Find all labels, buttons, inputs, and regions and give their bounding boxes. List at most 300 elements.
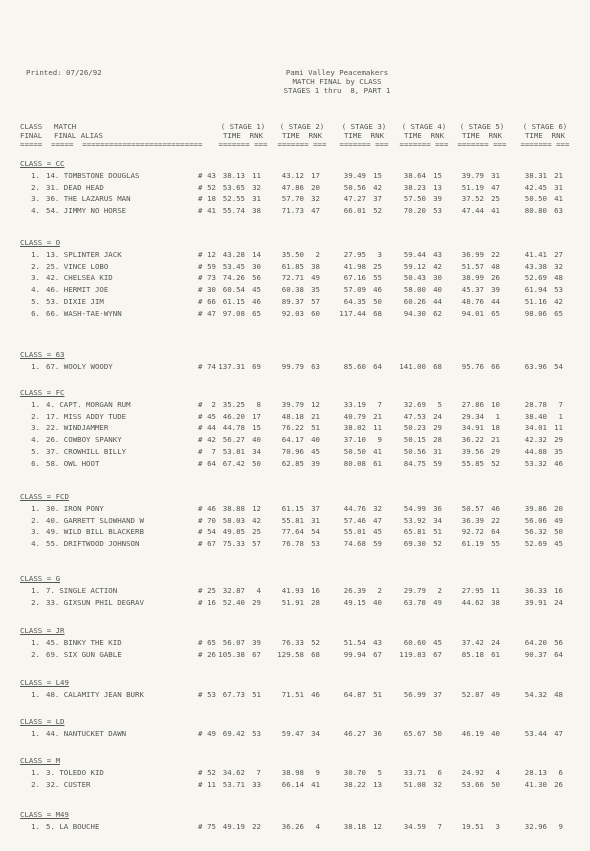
stage-6-time: 61.94: [524, 285, 547, 295]
stage-4-rank: 68: [433, 362, 442, 371]
stage-5-rank: 22: [491, 515, 500, 525]
stage-3-time: 57.09: [343, 285, 366, 295]
stage-6-rank: 16: [554, 586, 563, 595]
stage-5-time: 34.91: [461, 423, 484, 433]
stage-3-time: 51.54: [343, 638, 366, 647]
header-stage-4-cols: TIME RNK: [403, 131, 445, 140]
stage-1-rank: 65: [252, 308, 261, 318]
class-label: CLASS = LD: [20, 717, 65, 726]
stage-6-rank: 27: [554, 250, 563, 259]
final-place: 1.: [31, 250, 40, 259]
match-rank: 47: [207, 308, 216, 318]
match-rank: 41: [207, 206, 216, 216]
stage-3-rank: 68: [373, 308, 382, 318]
stage-6-time: 98.06: [524, 308, 547, 318]
stage-5-rank: 11: [491, 586, 500, 595]
entry-mark: #: [198, 250, 203, 259]
stage-1-rank: 32: [252, 182, 261, 192]
stage-5-time: 94.01: [461, 308, 484, 318]
stage-4-rank: 52: [433, 539, 442, 549]
stage-4-time: 38.23: [403, 182, 426, 192]
stage-2-rank: 16: [311, 586, 320, 595]
stage-3-rank: 32: [373, 504, 382, 513]
competitor-alias: 40. GARRETT SLOWHAND W: [46, 515, 144, 525]
header-stage-3-cols: TIME RNK: [343, 131, 385, 140]
header-stage-5: ( STAGE 5): [459, 122, 505, 131]
stage-3-rank: 41: [373, 446, 382, 456]
stage-2-rank: 51: [311, 423, 320, 433]
competitor-alias: 53. DIXIE JIM: [46, 296, 104, 306]
stage-2-time: 64.17: [281, 435, 304, 445]
stage-3-rank: 40: [373, 597, 382, 607]
stage-3-time: 99.94: [343, 649, 366, 659]
stage-1-rank: 17: [252, 411, 261, 421]
stage-2-rank: 39: [311, 458, 320, 468]
competitor-alias: 25. VINCE LOBO: [46, 261, 109, 271]
match-rank: 45: [207, 411, 216, 421]
final-place: 1.: [31, 504, 40, 513]
match-rank: 65: [207, 638, 216, 647]
stage-1-time: 56.07: [222, 638, 245, 647]
stage-1-time: 53.45: [222, 261, 245, 271]
stage-4-rank: 6: [437, 768, 442, 777]
stage-5-time: 37.52: [461, 194, 484, 204]
stage-2-rank: 45: [311, 446, 320, 456]
stage-3-time: 117.44: [339, 308, 366, 318]
stage-1-rank: 8: [256, 400, 261, 409]
stage-6-time: 44.88: [524, 446, 547, 456]
stage-1-rank: 12: [252, 504, 261, 513]
stage-3-time: 64.87: [343, 690, 366, 699]
match-rank: 67: [207, 539, 216, 549]
final-place: 1.: [31, 690, 40, 699]
stage-5-time: 47.44: [461, 206, 484, 216]
stage-5-rank: 38: [491, 597, 500, 607]
stage-1-rank: 46: [252, 296, 261, 306]
competitor-alias: 42. CHELSEA KID: [46, 273, 113, 283]
stage-6-time: 63.96: [524, 362, 547, 371]
stage-2-rank: 52: [311, 638, 320, 647]
stage-4-rank: 15: [433, 171, 442, 180]
stage-6-rank: 56: [554, 638, 563, 647]
stage-1-time: 58.03: [222, 515, 245, 525]
stage-6-rank: 29: [554, 435, 563, 445]
stage-4-time: 58.00: [403, 285, 426, 295]
stage-6-rank: 45: [554, 539, 563, 549]
stage-2-time: 57.70: [281, 194, 304, 204]
stage-6-time: 28.13: [524, 768, 547, 777]
stage-6-time: 51.16: [524, 296, 547, 306]
stage-1-rank: 29: [252, 597, 261, 607]
stage-2-rank: 28: [311, 597, 320, 607]
stage-4-rank: 31: [433, 446, 442, 456]
entry-mark: #: [198, 206, 203, 216]
stage-1-time: 52.40: [222, 597, 245, 607]
stage-5-rank: 18: [491, 423, 500, 433]
header-stage-5-sep: ======= ===: [457, 140, 507, 149]
competitor-alias: 31. DEAD HEAD: [46, 182, 104, 192]
stage-5-time: 51.57: [461, 261, 484, 271]
match-rank: 12: [207, 250, 216, 259]
final-place: 2.: [31, 261, 40, 271]
stage-1-rank: 33: [252, 779, 261, 789]
stage-2-time: 76.78: [281, 539, 304, 549]
competitor-alias: 33. GIXSUN PHIL DEGRAV: [46, 597, 144, 607]
stage-4-rank: 40: [433, 285, 442, 295]
stage-3-rank: 15: [373, 171, 382, 180]
stage-5-rank: 66: [491, 362, 500, 371]
stage-6-rank: 32: [554, 261, 563, 271]
stage-1-rank: 53: [252, 729, 261, 738]
stage-2-time: 92.03: [281, 308, 304, 318]
competitor-alias: 67. WOOLY WOODY: [46, 362, 113, 371]
stage-5-time: 36.39: [461, 515, 484, 525]
stage-3-time: 67.16: [343, 273, 366, 283]
stage-3-time: 26.39: [343, 586, 366, 595]
stage-4-rank: 50: [433, 729, 442, 738]
stage-4-rank: 29: [433, 423, 442, 433]
stage-1-rank: 57: [252, 539, 261, 549]
stage-5-time: 51.19: [461, 182, 484, 192]
match-rank: 70: [207, 515, 216, 525]
stage-4-rank: 5: [437, 400, 442, 409]
competitor-alias: 5. LA BOUCHE: [46, 822, 100, 831]
stage-5-rank: 29: [491, 446, 500, 456]
class-label: CLASS = 63: [20, 350, 65, 359]
stage-1-time: 53.65: [222, 182, 245, 192]
stage-4-time: 50.43: [403, 273, 426, 283]
entry-mark: #: [198, 822, 203, 831]
stage-3-time: 49.15: [343, 597, 366, 607]
stage-3-time: 64.35: [343, 296, 366, 306]
stage-3-rank: 45: [373, 527, 382, 537]
stage-2-time: 48.18: [281, 411, 304, 421]
stage-1-time: 34.62: [222, 768, 245, 777]
stage-4-rank: 2: [437, 586, 442, 595]
stage-4-rank: 43: [433, 250, 442, 259]
header-stage-5-cols: TIME RNK: [461, 131, 503, 140]
stage-2-time: 61.85: [281, 261, 304, 271]
stage-3-rank: 9: [377, 435, 382, 445]
stage-1-rank: 15: [252, 423, 261, 433]
final-place: 3.: [31, 273, 40, 283]
entry-mark: #: [198, 285, 203, 295]
entry-mark: #: [198, 638, 203, 647]
stage-2-time: 129.58: [277, 649, 304, 659]
stage-3-rank: 67: [373, 649, 382, 659]
stage-4-rank: 53: [433, 206, 442, 216]
match-rank: 75: [207, 822, 216, 831]
stage-6-time: 80.80: [524, 206, 547, 216]
stage-2-rank: 53: [311, 539, 320, 549]
match-rank: 7: [211, 446, 216, 456]
stage-6-rank: 63: [554, 206, 563, 216]
stage-2-rank: 38: [311, 261, 320, 271]
stage-6-rank: 20: [554, 504, 563, 513]
stage-2-rank: 46: [311, 690, 320, 699]
stage-6-time: 38.31: [524, 171, 547, 180]
competitor-alias: 3. TOLEDO KID: [46, 768, 104, 777]
stage-5-rank: 41: [491, 206, 500, 216]
stage-5-rank: 40: [491, 729, 500, 738]
header-stage-2-cols: TIME RNK: [281, 131, 323, 140]
stage-1-rank: 56: [252, 273, 261, 283]
stage-4-rank: 39: [433, 194, 442, 204]
stage-6-time: 50.50: [524, 194, 547, 204]
stage-6-time: 90.37: [524, 649, 547, 659]
stage-3-time: 50.56: [343, 182, 366, 192]
stage-2-rank: 49: [311, 273, 320, 283]
match-rank: 49: [207, 729, 216, 738]
stage-6-time: 36.33: [524, 586, 547, 595]
stage-5-rank: 44: [491, 296, 500, 306]
match-rank: 30: [207, 285, 216, 295]
stage-5-rank: 10: [491, 400, 500, 409]
stage-3-rank: 21: [373, 411, 382, 421]
stage-1-rank: 38: [252, 206, 261, 216]
entry-mark: #: [198, 586, 203, 595]
stage-6-time: 41.30: [524, 779, 547, 789]
stage-6-rank: 47: [554, 729, 563, 738]
competitor-alias: 58. OWL HOOT: [46, 458, 100, 468]
final-place: 5.: [31, 296, 40, 306]
stage-3-time: 30.70: [343, 768, 366, 777]
match-rank: 25: [207, 586, 216, 595]
competitor-alias: 69. SIX GUN GABLE: [46, 649, 122, 659]
stage-1-time: 32.87: [222, 586, 245, 595]
stage-6-rank: 65: [554, 308, 563, 318]
stage-1-time: 61.15: [222, 296, 245, 306]
stage-3-rank: 47: [373, 515, 382, 525]
stage-1-rank: 34: [252, 446, 261, 456]
competitor-alias: 26. COWBOY SPANKY: [46, 435, 122, 445]
stage-2-rank: 41: [311, 779, 320, 789]
header-stage-6-sep: ======= ===: [520, 140, 570, 149]
stage-3-time: 38.18: [343, 822, 366, 831]
stage-3-rank: 50: [373, 296, 382, 306]
stage-1-time: 74.26: [222, 273, 245, 283]
header-stage-6: ( STAGE 6): [522, 122, 568, 131]
stage-5-rank: 22: [491, 250, 500, 259]
stage-5-rank: 21: [491, 435, 500, 445]
stage-5-rank: 4: [495, 768, 500, 777]
stage-3-time: 85.60: [343, 362, 366, 371]
stage-1-time: 53.81: [222, 446, 245, 456]
stage-3-time: 74.68: [343, 539, 366, 549]
stage-2-rank: 34: [311, 729, 320, 738]
stage-2-rank: 47: [311, 206, 320, 216]
stage-6-rank: 24: [554, 597, 563, 607]
stage-5-rank: 65: [491, 308, 500, 318]
match-rank: 2: [211, 400, 216, 409]
entry-mark: #: [198, 446, 203, 456]
header-separator: ===== ===== ===========================: [20, 140, 203, 149]
stage-3-time: 33.19: [343, 400, 366, 409]
stage-5-time: 50.57: [461, 504, 484, 513]
stage-3-time: 40.79: [343, 411, 366, 421]
class-label: CLASS = M: [20, 756, 61, 765]
final-place: 4.: [31, 539, 40, 549]
printed-date: Printed: 07/26/92: [26, 68, 102, 77]
stage-2-rank: 17: [311, 171, 320, 180]
stage-4-rank: 7: [437, 822, 442, 831]
stage-3-time: 41.98: [343, 261, 366, 271]
competitor-alias: 48. CALAMITY JEAN BURK: [46, 690, 144, 699]
stage-6-rank: 46: [554, 458, 563, 468]
stage-6-rank: 1: [558, 411, 563, 421]
stage-6-rank: 49: [554, 515, 563, 525]
stage-5-rank: 25: [491, 194, 500, 204]
stage-1-time: 56.27: [222, 435, 245, 445]
entry-mark: #: [198, 504, 203, 513]
stage-4-time: 54.99: [403, 504, 426, 513]
final-place: 3.: [31, 527, 40, 537]
stage-2-rank: 20: [311, 182, 320, 192]
stage-5-rank: 47: [491, 182, 500, 192]
header-stage-1-sep: ======= ===: [218, 140, 268, 149]
competitor-alias: 14. TOMBSTONE DOUGLAS: [46, 171, 140, 180]
entry-mark: #: [198, 435, 203, 445]
stage-5-time: 85.18: [461, 649, 484, 659]
match-rank: 42: [207, 435, 216, 445]
stage-3-rank: 25: [373, 261, 382, 271]
stage-1-rank: 22: [252, 822, 261, 831]
final-place: 5.: [31, 446, 40, 456]
stage-2-rank: 35: [311, 285, 320, 295]
stage-5-rank: 39: [491, 285, 500, 295]
stage-6-time: 53.44: [524, 729, 547, 738]
stage-6-rank: 50: [554, 527, 563, 537]
stage-6-rank: 35: [554, 446, 563, 456]
stage-2-time: 70.96: [281, 446, 304, 456]
stage-5-rank: 52: [491, 458, 500, 468]
stage-6-rank: 48: [554, 690, 563, 699]
stage-1-rank: 42: [252, 515, 261, 525]
stage-5-time: 45.37: [461, 285, 484, 295]
stage-4-rank: 59: [433, 458, 442, 468]
stage-6-time: 54.32: [524, 690, 547, 699]
stage-2-time: 62.85: [281, 458, 304, 468]
stage-3-time: 55.01: [343, 527, 366, 537]
stage-4-rank: 51: [433, 527, 442, 537]
stage-1-rank: 51: [252, 690, 261, 699]
entry-mark: #: [198, 729, 203, 738]
competitor-alias: 37. CROWHILL BILLY: [46, 446, 127, 456]
competitor-alias: 4. CAPT. MORGAN RUM: [46, 400, 131, 409]
stage-5-time: 37.42: [461, 638, 484, 647]
stage-6-time: 39.86: [524, 504, 547, 513]
stage-5-rank: 24: [491, 638, 500, 647]
class-label: CLASS = O: [20, 238, 61, 247]
stage-2-time: 39.79: [281, 400, 304, 409]
stage-3-time: 38.22: [343, 779, 366, 789]
stage-5-time: 53.66: [461, 779, 484, 789]
competitor-alias: 45. BINKY THE KID: [46, 638, 122, 647]
stage-1-time: 69.42: [222, 729, 245, 738]
stage-4-time: 65.81: [403, 527, 426, 537]
final-place: 3.: [31, 423, 40, 433]
stage-6-time: 32.96: [524, 822, 547, 831]
stage-1-rank: 11: [252, 171, 261, 180]
stage-2-time: 60.38: [281, 285, 304, 295]
stage-3-rank: 13: [373, 779, 382, 789]
final-place: 2.: [31, 411, 40, 421]
entry-mark: #: [198, 690, 203, 699]
stage-4-time: 29.79: [403, 586, 426, 595]
stage-1-time: 75.33: [222, 539, 245, 549]
entry-mark: #: [198, 597, 203, 607]
stage-4-time: 32.69: [403, 400, 426, 409]
stage-4-rank: 30: [433, 273, 442, 283]
stage-1-rank: 4: [256, 586, 261, 595]
stage-4-time: 50.15: [403, 435, 426, 445]
stage-4-time: 34.59: [403, 822, 426, 831]
entry-mark: #: [198, 261, 203, 271]
header-stage-1: ( STAGE 1): [220, 122, 266, 131]
stage-5-rank: 31: [491, 171, 500, 180]
stage-5-rank: 48: [491, 261, 500, 271]
competitor-alias: 36. THE LAZARUS MAN: [46, 194, 131, 204]
header-stage-4: ( STAGE 4): [401, 122, 447, 131]
stage-5-time: 36.22: [461, 435, 484, 445]
stage-4-time: 38.64: [403, 171, 426, 180]
stage-5-time: 55.85: [461, 458, 484, 468]
stage-3-rank: 52: [373, 206, 382, 216]
competitor-alias: 44. NANTUCKET DAWN: [46, 729, 127, 738]
stage-4-rank: 45: [433, 638, 442, 647]
stage-4-time: 53.92: [403, 515, 426, 525]
stage-6-time: 34.01: [524, 423, 547, 433]
stage-6-rank: 21: [554, 171, 563, 180]
stage-1-time: 49.85: [222, 527, 245, 537]
stage-2-time: 35.50: [281, 250, 304, 259]
stage-5-rank: 55: [491, 539, 500, 549]
stage-2-rank: 37: [311, 504, 320, 513]
stage-6-time: 39.91: [524, 597, 547, 607]
entry-mark: #: [198, 194, 203, 204]
match-rank: 18: [207, 194, 216, 204]
stage-3-time: 37.10: [343, 435, 366, 445]
header-match: MATCH: [54, 122, 77, 131]
stage-2-time: 76.22: [281, 423, 304, 433]
stage-2-time: 41.93: [281, 586, 304, 595]
stage-2-time: 72.71: [281, 273, 304, 283]
report-stages: STAGES 1 thru 8, PART 1: [283, 86, 391, 95]
stage-6-time: 56.32: [524, 527, 547, 537]
competitor-alias: 7. SINGLE ACTION: [46, 586, 118, 595]
stage-2-rank: 63: [311, 362, 320, 371]
stage-3-rank: 11: [373, 423, 382, 433]
stage-2-time: 55.81: [281, 515, 304, 525]
entry-mark: #: [198, 273, 203, 283]
stage-5-time: 38.99: [461, 273, 484, 283]
stage-2-rank: 54: [311, 527, 320, 537]
stage-4-time: 94.30: [403, 308, 426, 318]
stage-1-time: 43.28: [222, 250, 245, 259]
stage-5-time: 46.19: [461, 729, 484, 738]
stage-6-rank: 6: [558, 768, 563, 777]
stage-5-time: 44.62: [461, 597, 484, 607]
final-place: 1.: [31, 171, 40, 180]
stage-3-rank: 12: [373, 822, 382, 831]
class-label: CLASS = FCD: [20, 492, 69, 501]
stage-4-time: 56.99: [403, 690, 426, 699]
final-place: 1.: [31, 586, 40, 595]
stage-1-time: 105.38: [218, 649, 245, 659]
class-label: CLASS = M49: [20, 810, 69, 819]
entry-mark: #: [198, 779, 203, 789]
stage-3-time: 50.50: [343, 446, 366, 456]
